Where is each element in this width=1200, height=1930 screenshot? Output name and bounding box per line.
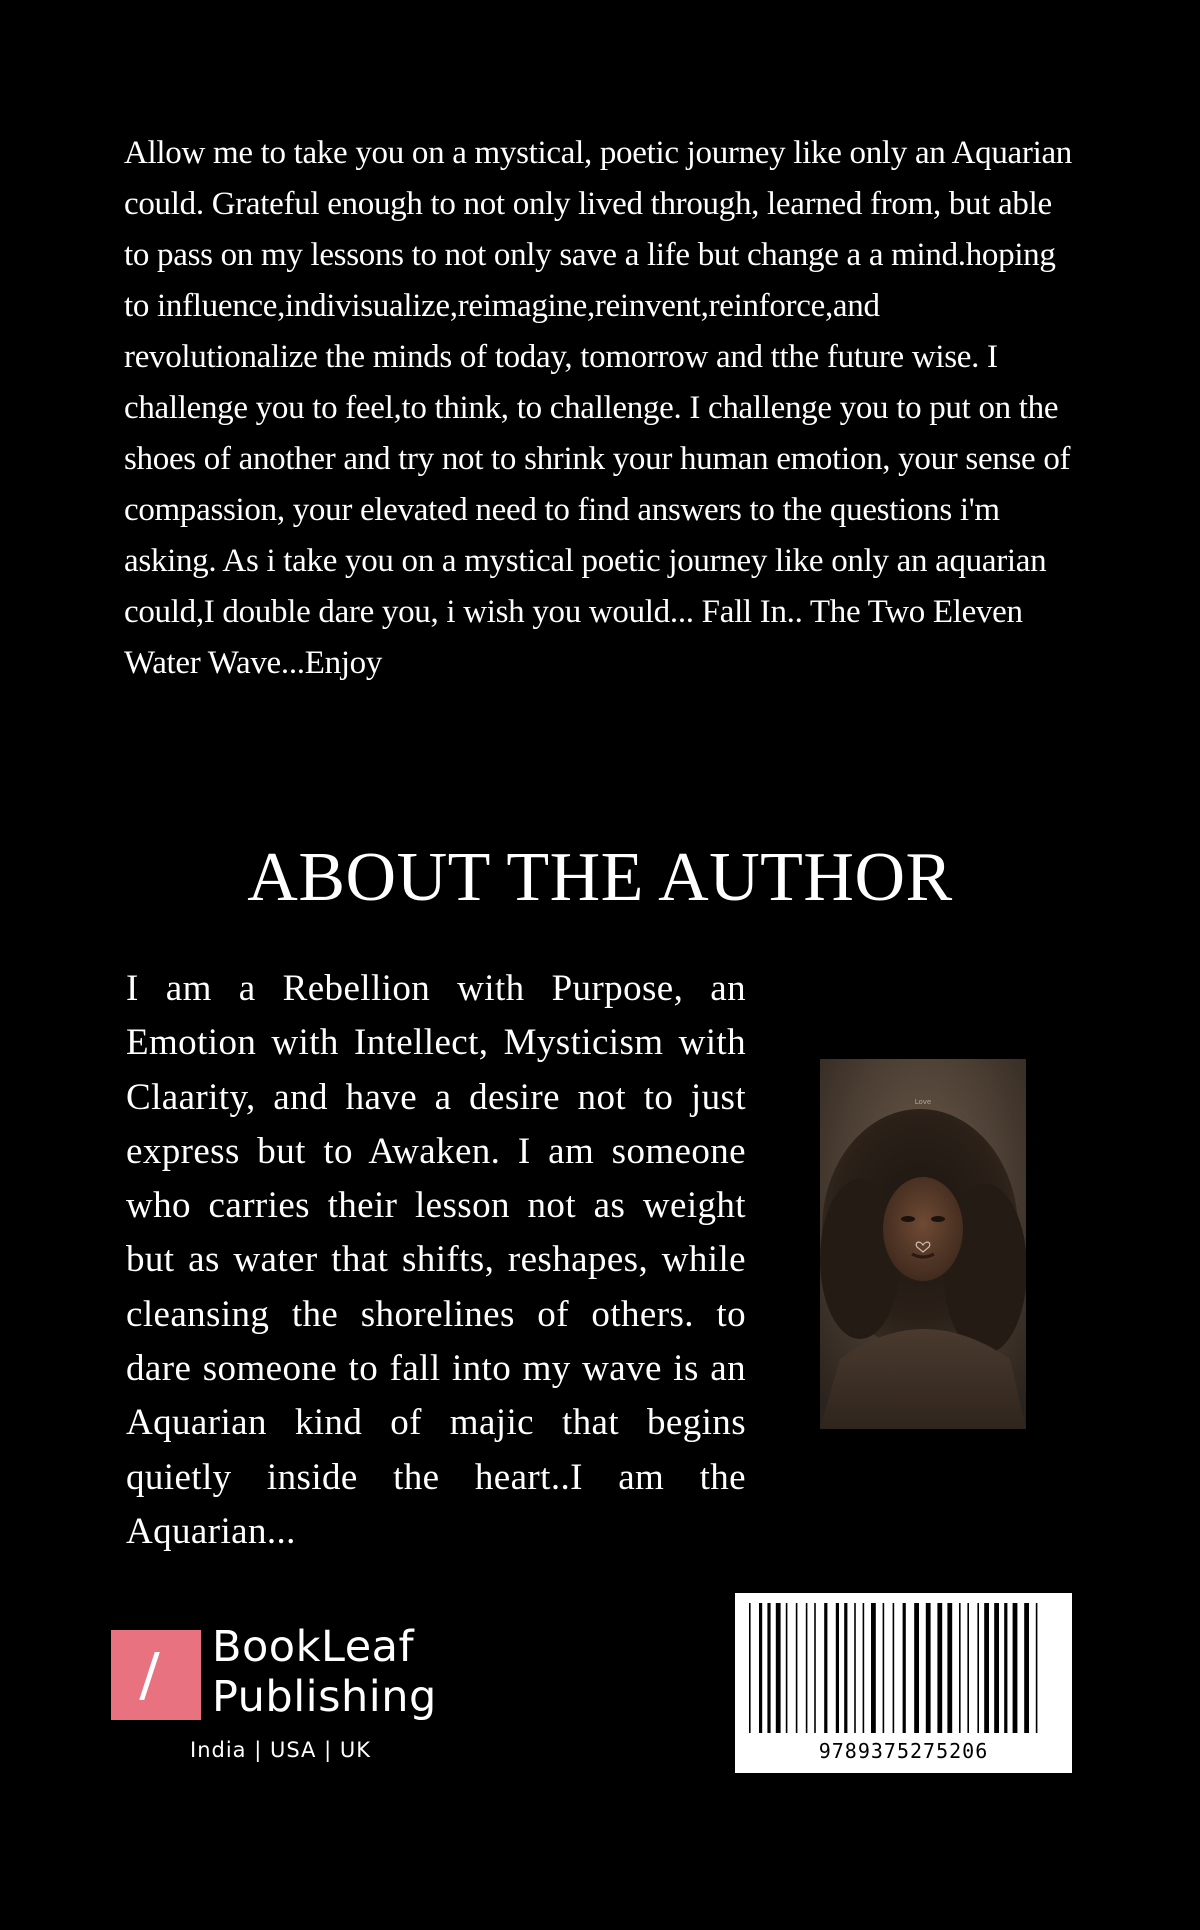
barcode-bar xyxy=(863,1603,865,1733)
barcode-bar xyxy=(883,1603,885,1733)
barcode-bar xyxy=(824,1603,827,1733)
barcode-bar xyxy=(947,1603,952,1733)
barcode-bar xyxy=(767,1603,770,1733)
isbn-barcode xyxy=(735,1593,1072,1773)
barcode-bar xyxy=(814,1603,816,1733)
barcode-bar xyxy=(959,1603,961,1733)
barcode-bar xyxy=(914,1603,919,1733)
barcode-bar xyxy=(903,1603,906,1733)
barcode-bar xyxy=(806,1603,808,1733)
barcode-bar xyxy=(796,1603,798,1733)
barcode-bar xyxy=(759,1603,762,1733)
barcode-bar xyxy=(854,1603,856,1733)
author-bio: I am a Rebellion with Purpose, an Emotion with Intellect, Mysticism with Claarity, and have a desire not to just express but to Awaken. I am someone who carries their lesson not as weight but as water that shifts, reshapes, while cleansing the shorelines of others. to dare someone to fall into my wave is an Aquarian kind of majic that begins quietly inside the heart..I am the Aquarian... xyxy=(126,968,746,1552)
barcode-bar xyxy=(786,1603,788,1733)
book-blurb: Allow me to take you on a mystical, poetic journey like only an Aquarian could. Grateful enough to not only lived through, learned from, but able to pass on my lessons to not only save a life but change a a mind.hoping to influence,indivisualize,reimagine,reinvent,reinforce,and revolutionalize the minds of today, tomorrow and tthe future wise. I challenge you to feel,to think, to challenge. I challenge you to put on the shoes of another and try not to shrink your human emotion, your sense of compassion, your elevated need to find answers to the questions i'm asking. As i take you on a mystical poetic journey like only an aquarian could,I double dare you, i wish you would... Fall In.. The Two Eleven Water Wave...Enjoy xyxy=(124,135,1073,681)
barcode-bar xyxy=(937,1603,942,1733)
barcode-bar xyxy=(1024,1603,1029,1733)
barcode-bar xyxy=(749,1603,751,1733)
barcode-bar xyxy=(967,1603,969,1733)
isbn-number: 9789375275206 xyxy=(818,1739,989,1763)
barcode-bars xyxy=(745,1603,1062,1733)
barcode-bar xyxy=(844,1603,847,1733)
logo-slash-mark xyxy=(139,1652,160,1700)
barcode-bar xyxy=(836,1603,839,1733)
publisher-logo xyxy=(111,1622,471,1770)
barcode-bar xyxy=(926,1603,931,1733)
slash-logo-icon xyxy=(111,1630,201,1720)
author-portrait-image xyxy=(820,1059,1026,1429)
barcode-bar xyxy=(977,1603,979,1733)
publisher-name-line2: Publishing xyxy=(212,1672,437,1722)
barcode-bar xyxy=(871,1603,876,1733)
publisher-name-line1: BookLeaf xyxy=(212,1622,415,1672)
publisher-regions: India | USA | UK xyxy=(190,1738,371,1762)
barcode-bar xyxy=(1004,1603,1007,1733)
about-the-author-heading: ABOUT THE AUTHOR xyxy=(247,839,953,916)
barcode-bar xyxy=(893,1603,895,1733)
barcode-bar xyxy=(1013,1603,1018,1733)
barcode-bar xyxy=(984,1603,989,1733)
photo-overlay-text: Love xyxy=(914,1098,932,1106)
publisher-name xyxy=(212,1622,437,1722)
author-photo xyxy=(820,1059,1026,1429)
barcode-bar xyxy=(994,1603,999,1733)
barcode-bar xyxy=(1036,1603,1038,1733)
barcode-bar xyxy=(776,1603,781,1733)
